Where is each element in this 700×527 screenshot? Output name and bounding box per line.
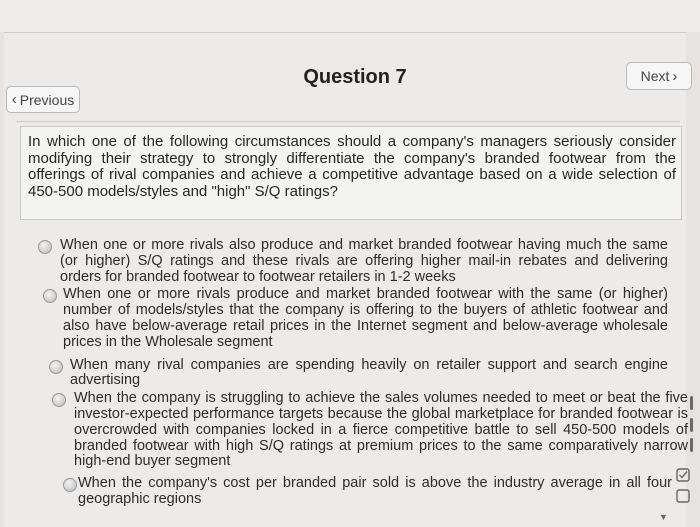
answer-option-1[interactable] (38, 238, 668, 285)
chevron-left-icon: ‹ (11, 91, 17, 108)
radio-icon[interactable] (43, 289, 57, 303)
side-bar-2 (690, 418, 693, 432)
previous-button[interactable] (6, 86, 80, 113)
answer-option-4-text: When the company is struggling to achieve the sales volumes needed to meet or beat the five investor-expected performance targets because the global marketplace for branded footwear is overcrowded with companies locked in a fierce competitive battle to sell 450-500 models of branded footwear with high S/Q ratings at premium prices to the same comparatively narrow high-end buyer segment (74, 390, 688, 470)
radio-icon[interactable] (52, 393, 66, 407)
top-strip (0, 0, 700, 32)
answer-option-1-text: When one or more rivals also produce and market branded footwear having much the same (or higher) S/Q ratings and these rivals are offering higher mail-in rebates and delivering orders for branded footwear to footwear retailers in 1-2 weeks (60, 237, 668, 285)
flag-icon[interactable] (676, 489, 690, 503)
next-label: Next (640, 68, 670, 84)
scroll-down-arrow-icon[interactable]: ▼ (659, 512, 668, 522)
side-toolbar (672, 396, 700, 526)
chevron-right-icon: › (672, 67, 678, 85)
radio-icon[interactable] (63, 478, 77, 492)
radio-icon[interactable] (38, 240, 52, 254)
side-bar-1 (690, 396, 693, 410)
answer-option-3-text: When many rival companies are spending heavily on retailer support and search engine advertising (70, 356, 668, 389)
next-button[interactable] (626, 62, 692, 90)
question-text: In which one of the following circumstances should a company's managers seriously consider modifying their strategy to strongly differentiate the company's branded footwear from the offerings of rival companies and achieve a competitive advantage based on a wide selection of 450-500 models/styles and "high" S/Q ratings? (28, 133, 676, 200)
answer-option-5-text: When the company's cost per branded pair sold is above the industry average in all four geographic regions (78, 475, 672, 507)
answer-option-3[interactable] (41, 358, 668, 390)
answer-options (38, 237, 688, 508)
answer-option-2[interactable] (38, 287, 668, 350)
answer-option-5[interactable] (38, 476, 672, 508)
header-divider (16, 121, 680, 122)
answer-option-4[interactable] (44, 391, 688, 470)
checklist-icon[interactable] (676, 468, 690, 482)
answer-option-2-text: When one or more rivals produce and market branded footwear with the same (or higher) number of models/styles that the company is offering to the buyers of athletic footwear and also have below-average retail prices in the Internet segment and below-average wholesale prices in the Wholesale segment (63, 286, 668, 350)
radio-icon[interactable] (49, 360, 63, 374)
side-bar-3 (690, 438, 693, 452)
previous-label: Previous (19, 91, 75, 108)
question-title: Question 7 (303, 66, 407, 88)
